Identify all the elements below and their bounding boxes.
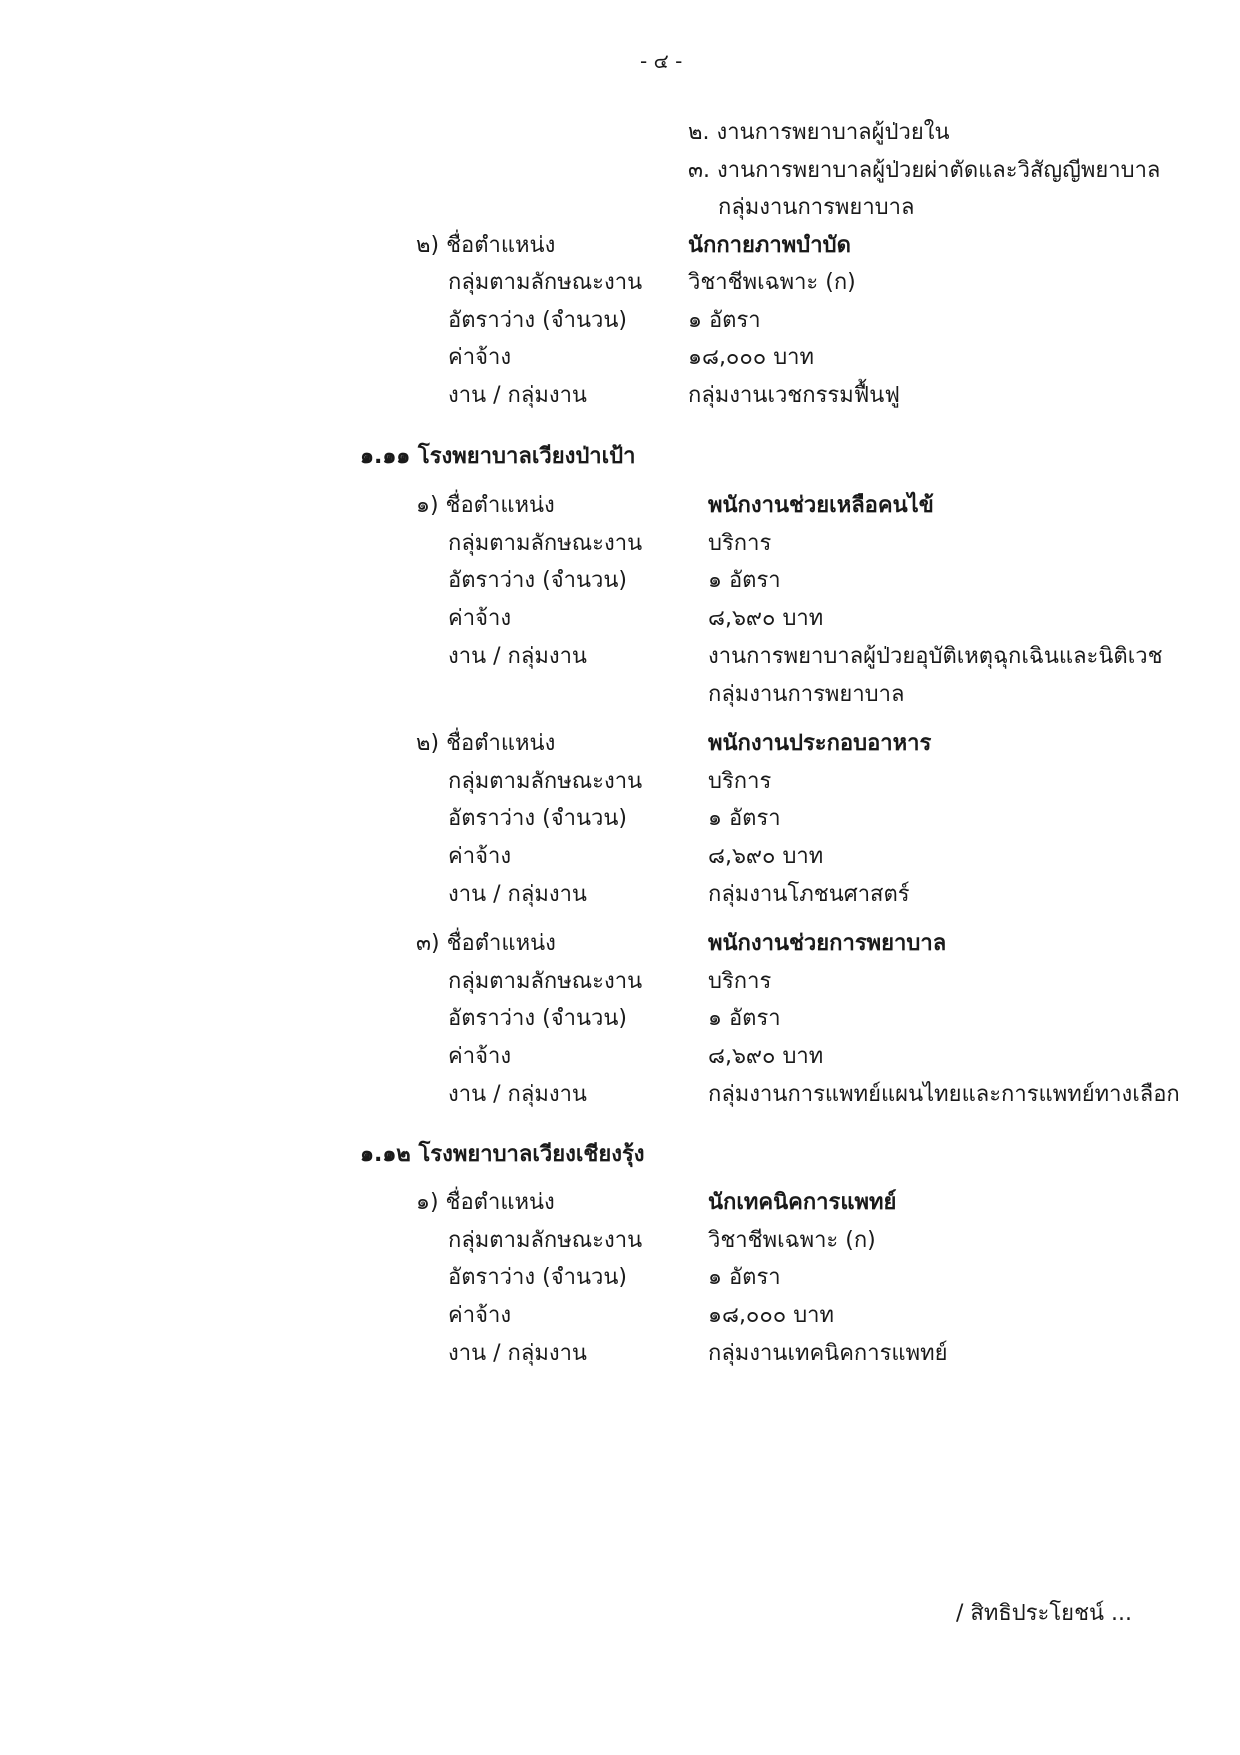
vacancy-label: อัตราว่าง (จำนวน) xyxy=(448,1265,627,1290)
unit-label: งาน / กลุ่มงาน xyxy=(448,882,587,907)
vacancy-value: ๑ อัตรา xyxy=(708,806,781,831)
vacancy-value: ๑ อัตรา xyxy=(708,1006,781,1031)
wage-label: ค่าจ้าง xyxy=(448,1044,512,1069)
unit-label: งาน / กลุ่มงาน xyxy=(448,383,587,408)
wage-value: ๘,๖๙๐ บาท xyxy=(708,606,824,631)
position-name-label: ๑) ชื่อตำแหน่ง xyxy=(416,1190,555,1215)
position-name-label: ๓) ชื่อตำแหน่ง xyxy=(416,931,556,956)
wage-label: ค่าจ้าง xyxy=(448,606,512,631)
group-label: กลุ่มตามลักษณะงาน xyxy=(448,769,643,794)
unit-value: กลุ่มงานเวชกรรมฟื้นฟู xyxy=(688,383,900,408)
vacancy-value: ๑ อัตรา xyxy=(708,1265,781,1290)
wage-label: ค่าจ้าง xyxy=(448,844,512,869)
group-label: กลุ่มตามลักษณะงาน xyxy=(448,531,643,556)
vacancy-label: อัตราว่าง (จำนวน) xyxy=(448,308,627,333)
group-label: กลุ่มตามลักษณะงาน xyxy=(448,969,643,994)
position-name-label: ๒) ชื่อตำแหน่ง xyxy=(416,233,556,258)
group-label: กลุ่มตามลักษณะงาน xyxy=(448,270,643,295)
position-title: นักกายภาพบำบัด xyxy=(688,233,851,258)
wage-value: ๘,๖๙๐ บาท xyxy=(708,844,824,869)
group-value: วิชาชีพเฉพาะ (ก) xyxy=(708,1228,876,1253)
position-title: พนักงานประกอบอาหาร xyxy=(708,731,932,756)
vacancy-label: อัตราว่าง (จำนวน) xyxy=(448,806,627,831)
position-title: นักเทคนิคการแพทย์ xyxy=(708,1190,897,1215)
unit-label: งาน / กลุ่มงาน xyxy=(448,1341,587,1366)
vacancy-label: อัตราว่าง (จำนวน) xyxy=(448,1006,627,1031)
vacancy-value: ๑ อัตรา xyxy=(688,308,761,333)
list-item: กลุ่มงานการพยาบาล xyxy=(718,195,915,220)
unit-value: กลุ่มงานเทคนิคการแพทย์ xyxy=(708,1341,948,1366)
group-label: กลุ่มตามลักษณะงาน xyxy=(448,1228,643,1253)
position-title: พนักงานช่วยการพยาบาล xyxy=(708,931,947,956)
unit-value: กลุ่มงานโภชนศาสตร์ xyxy=(708,882,910,907)
continuation-text: / สิทธิประโยชน์ ... xyxy=(956,1601,1133,1626)
unit-value: งานการพยาบาลผู้ป่วยอุบัติเหตุฉุกเฉินและนิติเวช xyxy=(708,644,1163,669)
group-value: วิชาชีพเฉพาะ (ก) xyxy=(688,270,856,295)
unit-label: งาน / กลุ่มงาน xyxy=(448,644,587,669)
list-item: ๓. งานการพยาบาลผู้ป่วยผ่าตัดและวิสัญญีพยาบาล xyxy=(688,158,1161,183)
group-value: บริการ xyxy=(708,969,772,994)
unit-value: กลุ่มงานการแพทย์แผนไทยและการแพทย์ทางเลือก xyxy=(708,1082,1180,1107)
group-value: บริการ xyxy=(708,769,772,794)
section-heading: ๑.๑๒ โรงพยาบาลเวียงเชียงรุ้ง xyxy=(360,1142,645,1167)
wage-value: ๑๘,๐๐๐ บาท xyxy=(708,1303,835,1328)
unit-label: งาน / กลุ่มงาน xyxy=(448,1082,587,1107)
vacancy-label: อัตราว่าง (จำนวน) xyxy=(448,568,627,593)
vacancy-value: ๑ อัตรา xyxy=(708,568,781,593)
wage-label: ค่าจ้าง xyxy=(448,345,512,370)
unit-value-continued: กลุ่มงานการพยาบาล xyxy=(708,682,905,707)
page-number: - ๔ - xyxy=(640,49,683,73)
group-value: บริการ xyxy=(708,531,772,556)
wage-value: ๘,๖๙๐ บาท xyxy=(708,1044,824,1069)
position-title: พนักงานช่วยเหลือคนไข้ xyxy=(708,493,934,518)
position-name-label: ๒) ชื่อตำแหน่ง xyxy=(416,731,556,756)
wage-label: ค่าจ้าง xyxy=(448,1303,512,1328)
wage-value: ๑๘,๐๐๐ บาท xyxy=(688,345,815,370)
section-heading: ๑.๑๑ โรงพยาบาลเวียงป่าเป้า xyxy=(360,444,636,469)
position-name-label: ๑) ชื่อตำแหน่ง xyxy=(416,493,555,518)
list-item: ๒. งานการพยาบาลผู้ป่วยใน xyxy=(688,120,950,145)
